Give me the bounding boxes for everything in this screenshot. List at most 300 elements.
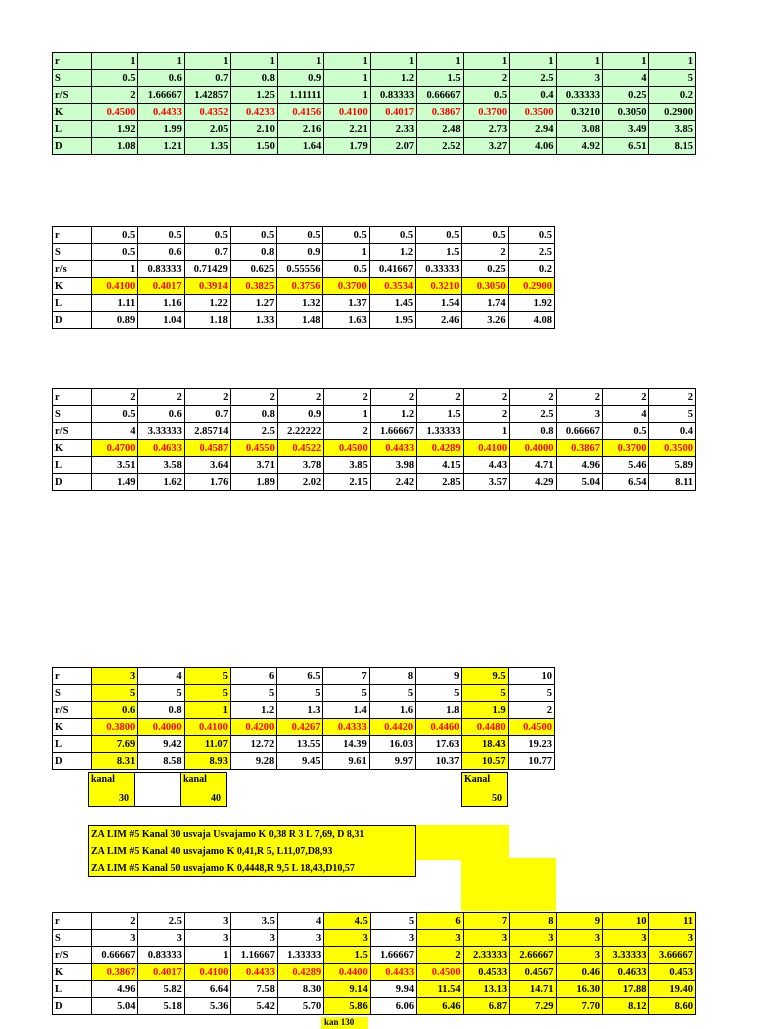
table-cell: 1	[184, 947, 230, 964]
table-cell: 0.3050	[462, 278, 508, 295]
table-cell: 17.63	[416, 736, 462, 753]
table-cell: 5.04	[556, 474, 602, 491]
table-cell: 0.4000	[138, 719, 184, 736]
table-row-s	[53, 70, 696, 87]
table-cell: 1.18	[184, 312, 230, 329]
table-cell: 0.66667	[556, 423, 602, 440]
table-cell: 6.87	[463, 998, 509, 1015]
table-cell: 1	[510, 53, 556, 70]
row-label: L	[53, 981, 92, 998]
table-cell: 16.30	[556, 981, 602, 998]
table-cell: 1.95	[369, 312, 415, 329]
table-cell: 0.3500	[649, 440, 696, 457]
table-cell: 1.99	[138, 121, 184, 138]
table-cell: 8.60	[649, 998, 696, 1015]
table-cell: 1.50	[231, 138, 277, 155]
table-row-r	[53, 389, 696, 406]
table-cell: 2.52	[417, 138, 463, 155]
table-cell: 0.46	[556, 964, 602, 981]
table-cell: 0.4633	[138, 440, 184, 457]
table-cell: 2.5	[510, 70, 556, 87]
table-cell: 1.66667	[370, 947, 416, 964]
row-label: D	[53, 312, 92, 329]
row-label: K	[53, 964, 92, 981]
table-cell: 2	[463, 406, 509, 423]
table-cell: 6.46	[417, 998, 463, 1015]
table-cell: 0.6	[138, 406, 184, 423]
table-cell: 5	[649, 70, 696, 87]
table-cell: 0.3700	[463, 104, 509, 121]
table-cell: 1.2	[370, 70, 416, 87]
table-cell: 7.29	[510, 998, 556, 1015]
table-cell: 0.7	[184, 406, 230, 423]
table-cell: 3.08	[556, 121, 602, 138]
row-label: r	[53, 389, 92, 406]
table-cell: 4.96	[92, 981, 138, 998]
table-cell: 0.4267	[277, 719, 323, 736]
row-label: D	[53, 138, 92, 155]
table-cell: 5.86	[324, 998, 370, 1015]
note-kanal-50: ZA LIM #5 Kanal 50 usvajamo K 0,4448,R 9,5 L 18,43,D10,57	[91, 863, 355, 874]
table-r1	[52, 52, 696, 155]
table-cell: 2	[463, 70, 509, 87]
table-cell: 1.2	[370, 406, 416, 423]
table-cell: 2	[370, 389, 416, 406]
table-cell: 0.4017	[138, 964, 184, 981]
table-cell: 0.5	[602, 423, 648, 440]
table-cell: 0.625	[230, 261, 276, 278]
table-cell: 2.46	[416, 312, 462, 329]
table-cell: 0.5	[92, 70, 138, 87]
table-cell: 3	[231, 930, 277, 947]
table-cell: 10	[508, 668, 554, 685]
table-cell: 3.98	[370, 457, 416, 474]
table-cell: 0.25	[462, 261, 508, 278]
table-cell: 2.21	[324, 121, 370, 138]
table-cell: 3.33333	[138, 423, 184, 440]
table-row-r-s	[53, 947, 696, 964]
table-cell: 5.46	[602, 457, 648, 474]
table-row-r-s	[53, 702, 555, 719]
table-cell: 0.4433	[231, 964, 277, 981]
row-label: r/S	[53, 702, 92, 719]
table-cell: 0.4200	[230, 719, 276, 736]
table-cell: 0.4480	[462, 719, 508, 736]
table-cell: 4.29	[510, 474, 556, 491]
table-cell: 18.43	[462, 736, 508, 753]
table-cell: 0.3050	[602, 104, 648, 121]
table-cell: 1.63	[323, 312, 369, 329]
table-cell: 0.2900	[649, 104, 696, 121]
table-cell: 0.5	[323, 261, 369, 278]
table-cell: 13.55	[277, 736, 323, 753]
table-cell: 0.5	[369, 227, 415, 244]
table-cell: 4.15	[417, 457, 463, 474]
table-cell: 2	[508, 702, 554, 719]
row-label: r	[53, 227, 92, 244]
table-s5	[52, 667, 555, 770]
table-cell: 1.4	[323, 702, 369, 719]
table-cell: 0.4333	[323, 719, 369, 736]
table-cell: 1.16	[138, 295, 184, 312]
table-cell: 1.66667	[138, 87, 184, 104]
table-r0-5	[52, 226, 555, 329]
table-cell: 0.7	[184, 70, 230, 87]
kanal-40-word: kanal	[183, 774, 207, 785]
table-cell: 0.3825	[230, 278, 276, 295]
table-cell: 1	[323, 244, 369, 261]
table-cell: 0.5	[416, 227, 462, 244]
table-cell: 3.85	[649, 121, 696, 138]
table-cell: 0.4289	[277, 964, 323, 981]
table-cell: 0.4500	[324, 440, 370, 457]
row-label: r/S	[53, 423, 92, 440]
table-cell: 0.4352	[184, 104, 230, 121]
table-cell: 0.5	[462, 227, 508, 244]
row-label: r/S	[53, 947, 92, 964]
row-label: S	[53, 244, 92, 261]
table-row-r-s	[53, 261, 555, 278]
table-cell: 5	[323, 685, 369, 702]
table-cell: 0.9	[277, 244, 323, 261]
table-cell: 2	[138, 389, 184, 406]
table-row-r	[53, 668, 555, 685]
table-row-d	[53, 312, 555, 329]
table-cell: 0.8	[230, 244, 276, 261]
table-cell: 1.11	[92, 295, 138, 312]
table-cell: 6.06	[370, 998, 416, 1015]
table-cell: 0.41667	[369, 261, 415, 278]
table-cell: 1.54	[416, 295, 462, 312]
table-cell: 1.49	[92, 474, 138, 491]
table-cell: 2	[231, 389, 277, 406]
table-cell: 4	[92, 423, 138, 440]
table-row-s	[53, 406, 696, 423]
table-cell: 0.4017	[370, 104, 416, 121]
table-cell: 1.2	[369, 244, 415, 261]
table-cell: 3	[463, 930, 509, 947]
table-row-d	[53, 138, 696, 155]
table-cell: 1.5	[417, 406, 463, 423]
row-label: L	[53, 121, 92, 138]
table-cell: 3.33333	[602, 947, 648, 964]
table-cell: 4	[277, 913, 323, 930]
table-cell: 9.45	[277, 753, 323, 770]
table-cell: 5.04	[92, 998, 138, 1015]
table-cell: 8.11	[649, 474, 696, 491]
table-cell: 3	[324, 930, 370, 947]
table-cell: 3.71	[231, 457, 277, 474]
table-cell: 1.2	[230, 702, 276, 719]
table-cell: 7.70	[556, 998, 602, 1015]
table-cell: 16.03	[369, 736, 415, 753]
table-cell: 2	[510, 389, 556, 406]
table-cell: 0.71429	[184, 261, 230, 278]
table-cell: 1.89	[231, 474, 277, 491]
table-cell: 2	[462, 244, 508, 261]
table-cell: 0.4100	[463, 440, 509, 457]
table-cell: 7	[463, 913, 509, 930]
table-cell: 5	[138, 685, 184, 702]
row-label: r/s	[53, 261, 92, 278]
table-cell: 1.5	[416, 244, 462, 261]
table-cell: 2.5	[510, 406, 556, 423]
table-cell: 0.5	[138, 227, 184, 244]
table-row-k	[53, 278, 555, 295]
table-cell: 2	[92, 913, 138, 930]
row-label: D	[53, 474, 92, 491]
table-cell: 4.71	[510, 457, 556, 474]
table-cell: 0.6	[138, 244, 184, 261]
table-cell: 5	[370, 913, 416, 930]
table-cell: 0.4433	[138, 104, 184, 121]
table-cell: 1.5	[417, 70, 463, 87]
table-cell: 2	[277, 389, 323, 406]
table-cell: 11	[649, 913, 696, 930]
table-cell: 5.89	[649, 457, 696, 474]
table-cell: 7.58	[231, 981, 277, 998]
table-cell: 0.6	[138, 70, 184, 87]
table-cell: 7	[323, 668, 369, 685]
table-cell: 1	[138, 53, 184, 70]
table-cell: 0.4400	[324, 964, 370, 981]
table-row-s	[53, 930, 696, 947]
table-cell: 0.6	[92, 702, 138, 719]
table-r2	[52, 388, 696, 491]
table-cell: 0.8	[138, 702, 184, 719]
table-cell: 0.3534	[369, 278, 415, 295]
yellow-block-b	[461, 858, 556, 911]
table-cell: 14.39	[323, 736, 369, 753]
table-cell: 2	[463, 389, 509, 406]
table-cell: 0.5	[92, 406, 138, 423]
table-cell: 0.4550	[231, 440, 277, 457]
table-cell: 2	[184, 389, 230, 406]
table-row-k	[53, 104, 696, 121]
table-cell: 9.28	[230, 753, 276, 770]
table-row-k	[53, 964, 696, 981]
table-cell: 1.27	[230, 295, 276, 312]
table-cell: 0.5	[230, 227, 276, 244]
table-row-r	[53, 53, 696, 70]
table-cell: 2	[324, 389, 370, 406]
table-cell: 8	[369, 668, 415, 685]
table-cell: 0.3756	[277, 278, 323, 295]
table-cell: 3	[602, 930, 648, 947]
table-cell: 0.4156	[277, 104, 323, 121]
table-cell: 8.58	[138, 753, 184, 770]
table-cell: 2.10	[231, 121, 277, 138]
row-label: r/S	[53, 87, 92, 104]
row-label: S	[53, 406, 92, 423]
table-cell: 1.6	[369, 702, 415, 719]
table-cell: 5	[230, 685, 276, 702]
table-cell: 2.5	[138, 913, 184, 930]
table-cell: 2.94	[510, 121, 556, 138]
table-cell: 0.3800	[92, 719, 138, 736]
table-cell: 0.83333	[138, 261, 184, 278]
table-cell: 5	[277, 685, 323, 702]
table-cell: 3.5	[231, 913, 277, 930]
table-cell: 1.16667	[231, 947, 277, 964]
table-cell: 4	[602, 70, 648, 87]
table-cell: 3	[370, 930, 416, 947]
table-cell: 12.72	[230, 736, 276, 753]
table-cell: 0.4	[510, 87, 556, 104]
kanal-50-word: Kanal	[464, 774, 491, 785]
row-label: D	[53, 753, 92, 770]
table-cell: 0.5	[508, 227, 554, 244]
table-cell: 0.66667	[417, 87, 463, 104]
table-cell: 1	[231, 53, 277, 70]
table-cell: 4.06	[510, 138, 556, 155]
table-cell: 3.57	[463, 474, 509, 491]
table-cell: 4.96	[556, 457, 602, 474]
table-cell: 2.22222	[277, 423, 323, 440]
table-cell: 6.51	[602, 138, 648, 155]
table-row-l	[53, 981, 696, 998]
table-cell: 4.92	[556, 138, 602, 155]
table-row-r	[53, 913, 696, 930]
table-cell: 1	[324, 53, 370, 70]
table-cell: 5	[649, 406, 696, 423]
row-label: r	[53, 53, 92, 70]
table-cell: 2	[602, 389, 648, 406]
table-cell: 1	[324, 87, 370, 104]
table-cell: 1	[184, 702, 230, 719]
table-cell: 0.4	[649, 423, 696, 440]
table-cell: 3	[556, 70, 602, 87]
table-cell: 1.35	[184, 138, 230, 155]
table-cell: 1.3	[277, 702, 323, 719]
table-cell: 3	[556, 947, 602, 964]
table-cell: 0.4460	[416, 719, 462, 736]
table-cell: 1.76	[184, 474, 230, 491]
table-cell: 1	[92, 53, 138, 70]
table-cell: 1.22	[184, 295, 230, 312]
table-row-s	[53, 685, 555, 702]
row-label: L	[53, 457, 92, 474]
table-cell: 8.93	[184, 753, 230, 770]
table-cell: 4	[602, 406, 648, 423]
table-cell: 4.43	[463, 457, 509, 474]
table-cell: 8.12	[602, 998, 648, 1015]
table-row-r	[53, 227, 555, 244]
table-cell: 1.9	[462, 702, 508, 719]
row-label: S	[53, 930, 92, 947]
table-cell: 1.74	[462, 295, 508, 312]
table-cell: 1	[556, 53, 602, 70]
table-row-d	[53, 474, 696, 491]
table-cell: 2.5	[508, 244, 554, 261]
table-row-r-s	[53, 423, 696, 440]
table-cell: 3.26	[462, 312, 508, 329]
table-cell: 1	[277, 53, 323, 70]
table-cell: 5	[184, 685, 230, 702]
table-cell: 2	[417, 389, 463, 406]
table-cell: 2	[417, 947, 463, 964]
table-cell: 5.70	[277, 998, 323, 1015]
table-cell: 0.4567	[510, 964, 556, 981]
table-cell: 2.85	[417, 474, 463, 491]
table-cell: 3	[649, 930, 696, 947]
row-label: S	[53, 685, 92, 702]
table-cell: 1.25	[231, 87, 277, 104]
table-cell: 3	[184, 930, 230, 947]
table-cell: 0.5	[463, 87, 509, 104]
table-cell: 1.42857	[184, 87, 230, 104]
row-label: D	[53, 998, 92, 1015]
table-cell: 3	[417, 930, 463, 947]
table-cell: 5.18	[138, 998, 184, 1015]
table-cell: 1.92	[508, 295, 554, 312]
table-cell: 0.3867	[92, 964, 138, 981]
table-cell: 5	[184, 668, 230, 685]
table-cell: 17.88	[602, 981, 648, 998]
table-cell: 1	[417, 53, 463, 70]
row-label: S	[53, 70, 92, 87]
table-cell: 1.8	[416, 702, 462, 719]
table-cell: 19.23	[508, 736, 554, 753]
table-cell: 2	[649, 389, 696, 406]
table-row-l	[53, 457, 696, 474]
table-cell: 0.4500	[508, 719, 554, 736]
table-cell: 13.13	[463, 981, 509, 998]
table-cell: 0.3914	[184, 278, 230, 295]
table-cell: 2.02	[277, 474, 323, 491]
table-cell: 6.64	[184, 981, 230, 998]
table-cell: 1.33	[230, 312, 276, 329]
table-cell: 0.3867	[417, 104, 463, 121]
table-cell: 3.66667	[649, 947, 696, 964]
row-label: K	[53, 440, 92, 457]
table-cell: 8	[510, 913, 556, 930]
table-cell: 8.31	[92, 753, 138, 770]
table-cell: 0.8	[510, 423, 556, 440]
table-cell: 8.15	[649, 138, 696, 155]
table-cell: 0.2900	[508, 278, 554, 295]
table-cell: 0.3700	[602, 440, 648, 457]
table-cell: 0.3867	[556, 440, 602, 457]
table-cell: 0.3700	[323, 278, 369, 295]
table-cell: 0.4017	[138, 278, 184, 295]
table-cell: 0.8	[231, 406, 277, 423]
table-cell: 4	[138, 668, 184, 685]
table-cell: 10.77	[508, 753, 554, 770]
table-cell: 1	[463, 53, 509, 70]
table-cell: 5.36	[184, 998, 230, 1015]
row-label: r	[53, 668, 92, 685]
table-cell: 1.32	[277, 295, 323, 312]
table-cell: 9.94	[370, 981, 416, 998]
table-cell: 2.16	[277, 121, 323, 138]
table-cell: 2.33333	[463, 947, 509, 964]
table-cell: 3.27	[463, 138, 509, 155]
table-cell: 6	[417, 913, 463, 930]
table-cell: 0.4522	[277, 440, 323, 457]
table-row-k	[53, 719, 555, 736]
table-cell: 0.3210	[416, 278, 462, 295]
table-cell: 0.453	[649, 964, 696, 981]
table-cell: 2	[92, 389, 138, 406]
kan-130-label: kan 130	[324, 1017, 355, 1027]
yellow-block-a	[416, 825, 509, 860]
table-cell: 3	[92, 668, 138, 685]
table-cell: 19.40	[649, 981, 696, 998]
table-cell: 8.30	[277, 981, 323, 998]
table-cell: 4.08	[508, 312, 554, 329]
table-cell: 9.97	[369, 753, 415, 770]
